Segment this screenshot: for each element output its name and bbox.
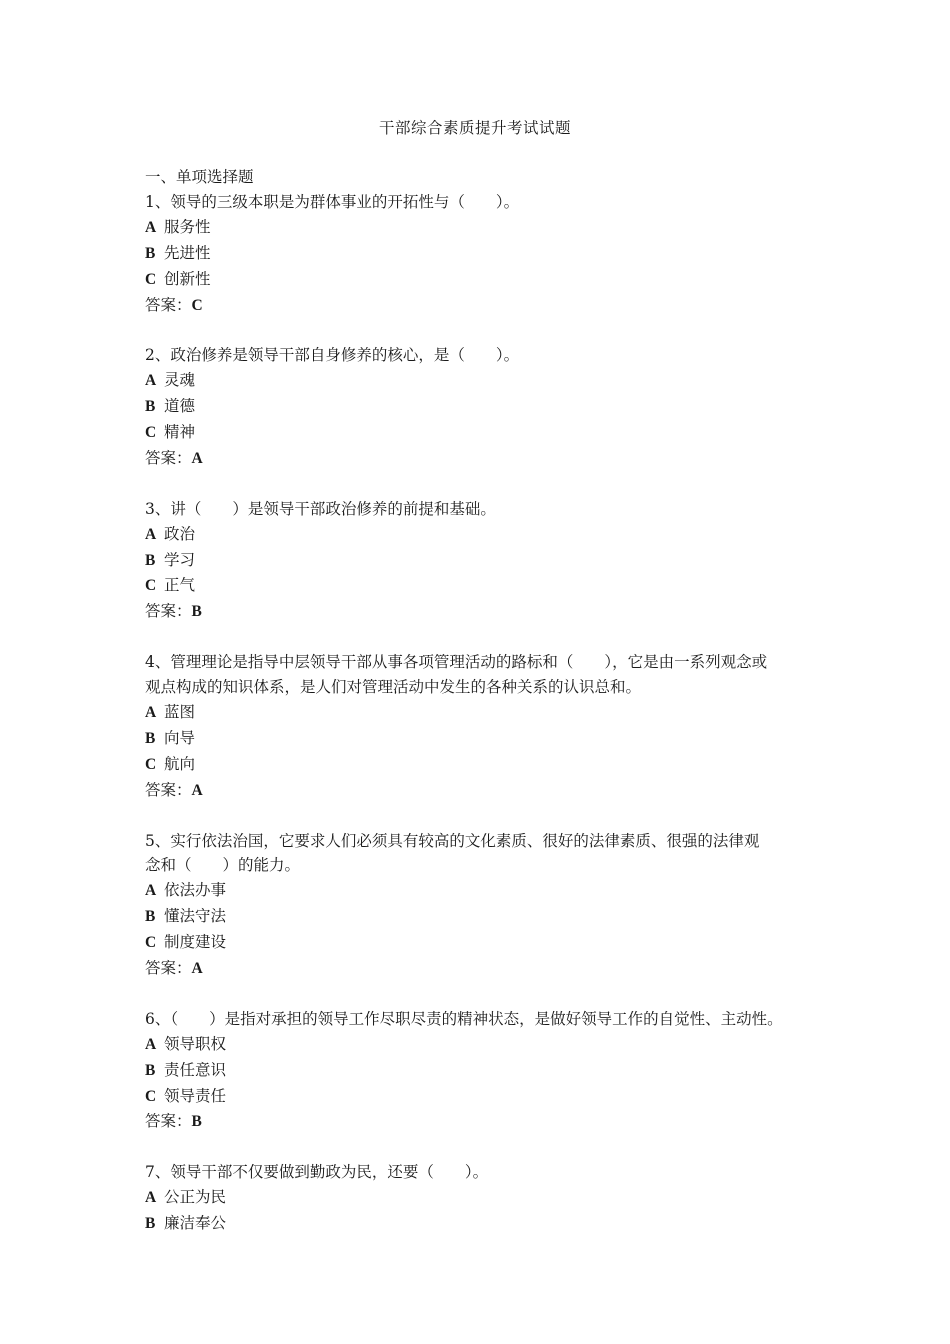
option-a: [145, 215, 810, 241]
option-text: 制度建设: [164, 933, 227, 952]
option-label: B: [145, 398, 156, 416]
question-7: [145, 1160, 810, 1237]
option-text: 懂法守法: [164, 907, 227, 926]
option-text: 领导责任: [164, 1086, 227, 1105]
question-4: [145, 650, 810, 803]
option-label: A: [145, 1035, 157, 1053]
option-label: C: [145, 1087, 157, 1105]
answer-prefix: 答案：: [145, 602, 192, 621]
option-text: 正气: [164, 576, 196, 595]
option-text: 责任意识: [164, 1060, 227, 1079]
option-b: [145, 1211, 810, 1237]
answer-key: A: [191, 781, 203, 799]
question-1: [145, 190, 810, 319]
option-label: A: [145, 703, 157, 721]
question-stem: 观点构成的知识体系，是人们对管理活动中发生的各种关系的认识总和。: [145, 678, 642, 697]
option-b: [145, 726, 810, 752]
question-stem: 4、管理理论是指导中层领导干部从事各项管理活动的路标和（ ），它是由一系列观念或: [145, 653, 768, 672]
option-b: [145, 548, 810, 574]
option-c: [145, 1084, 810, 1110]
answer-key: B: [191, 1113, 202, 1131]
option-label: B: [145, 1061, 156, 1079]
option-text: 蓝图: [164, 702, 196, 721]
option-text: 学习: [164, 550, 196, 569]
option-text: 向导: [164, 728, 196, 747]
option-text: 灵魂: [164, 371, 196, 390]
option-label: A: [145, 372, 157, 390]
option-label: B: [145, 244, 156, 262]
option-a: [145, 368, 810, 394]
answer-key: A: [191, 960, 203, 978]
option-a: [145, 1032, 810, 1058]
option-label: C: [145, 577, 157, 595]
option-c: [145, 930, 810, 956]
question-stem: 6、（ ）是指对承担的领导工作尽职尽责的精神状态，是做好领导工作的自觉性、主动性。: [145, 1009, 783, 1028]
option-text: 公正为民: [164, 1188, 227, 1207]
option-label: C: [145, 934, 157, 952]
option-c: [145, 752, 810, 778]
answer-prefix: 答案：: [145, 1112, 192, 1131]
option-label: B: [145, 551, 156, 569]
answer-key: B: [191, 603, 202, 621]
question-stem: 5、实行依法治国，它要求人们必须具有较高的文化素质、很好的法律素质、很强的法律观: [145, 831, 760, 850]
answer-line: [145, 446, 810, 472]
option-text: 先进性: [164, 243, 211, 262]
answer-key: A: [191, 449, 203, 467]
answer-line: [145, 956, 810, 982]
answer-line: [145, 293, 810, 319]
option-c: [145, 573, 810, 599]
document-title: 干部综合素质提升考试试题: [378, 119, 571, 137]
option-label: A: [145, 1189, 157, 1207]
option-text: 政治: [164, 524, 196, 543]
answer-line: [145, 599, 810, 625]
option-label: B: [145, 1215, 156, 1233]
option-label: C: [145, 755, 157, 773]
question-stem: 念和（ ）的能力。: [145, 856, 301, 875]
option-b: [145, 904, 810, 930]
option-b: [145, 1058, 810, 1084]
answer-prefix: 答案：: [145, 295, 192, 314]
option-label: A: [145, 882, 157, 900]
question-list: [145, 190, 810, 1237]
option-a: [145, 522, 810, 548]
option-label: A: [145, 525, 157, 543]
option-label: A: [145, 218, 157, 236]
option-label: B: [145, 908, 156, 926]
option-b: [145, 241, 810, 267]
option-text: 道德: [164, 397, 196, 416]
option-text: 创新性: [164, 269, 211, 288]
answer-key: C: [191, 296, 203, 314]
option-c: [145, 420, 810, 446]
option-text: 精神: [164, 423, 196, 442]
option-a: [145, 700, 810, 726]
question-3: [145, 497, 810, 626]
option-label: B: [145, 729, 156, 747]
question-stem: 2、政治修养是领导干部自身修养的核心，是（ ）。: [145, 346, 520, 365]
option-label: C: [145, 270, 157, 288]
option-text: 依法办事: [164, 881, 227, 900]
section-heading: 一、单项选择题: [145, 168, 254, 186]
question-2: [145, 343, 810, 472]
option-text: 廉洁奉公: [164, 1214, 227, 1233]
question-5: [145, 829, 810, 982]
answer-line: [145, 1109, 810, 1135]
option-b: [145, 394, 810, 420]
question-stem: 3、讲（ ）是领导干部政治修养的前提和基础。: [145, 499, 496, 518]
option-a: [145, 1185, 810, 1211]
option-label: C: [145, 424, 157, 442]
question-stem: 1、领导的三级本职是为群体事业的开拓性与（ ）。: [145, 192, 520, 211]
option-text: 领导职权: [164, 1034, 227, 1053]
option-a: [145, 878, 810, 904]
option-c: [145, 267, 810, 293]
document-content: [145, 165, 810, 1262]
question-6: [145, 1007, 810, 1136]
option-text: 服务性: [164, 217, 211, 236]
answer-prefix: 答案：: [145, 959, 192, 978]
option-text: 航向: [164, 754, 196, 773]
question-stem: 7、领导干部不仅要做到勤政为民，还要（ ）。: [145, 1163, 489, 1182]
answer-line: [145, 778, 810, 804]
answer-prefix: 答案：: [145, 780, 192, 799]
answer-prefix: 答案：: [145, 448, 192, 467]
